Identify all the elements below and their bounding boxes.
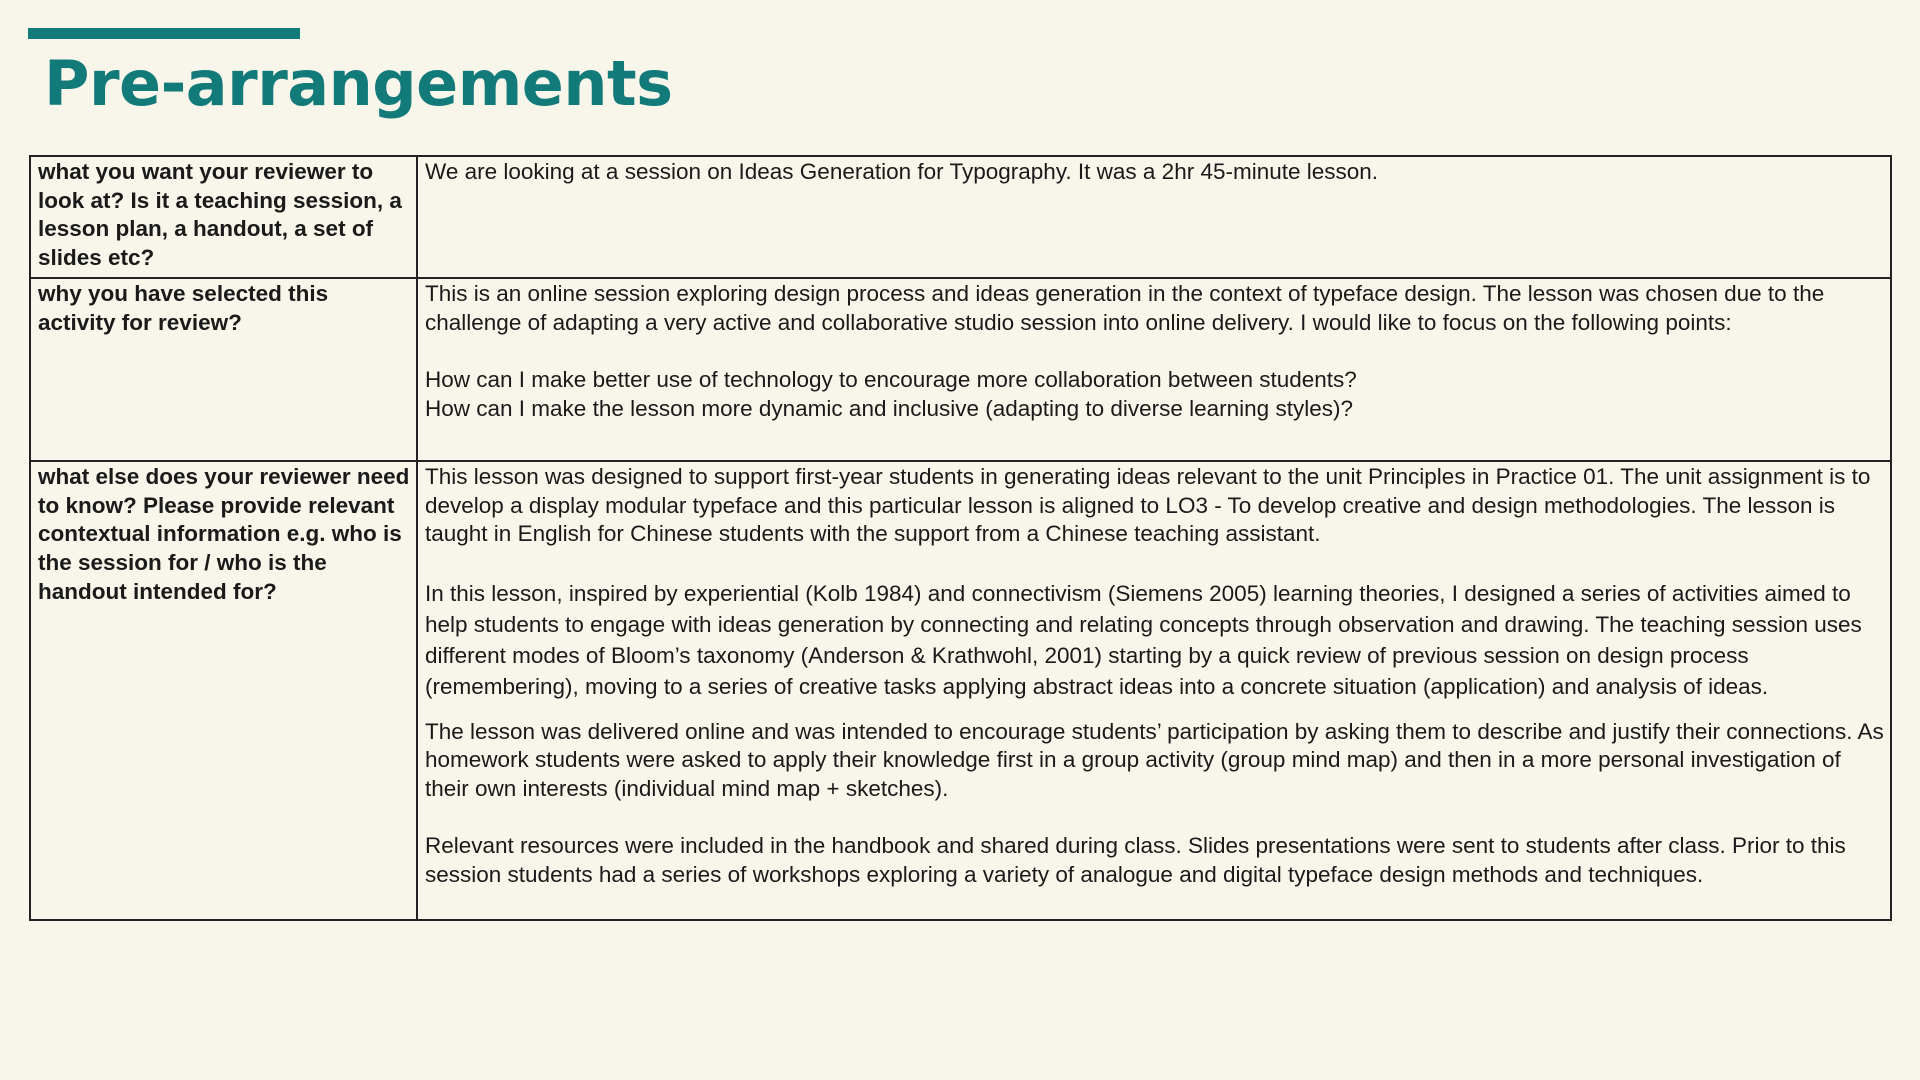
answer-cell bbox=[417, 278, 1891, 461]
answer-cell bbox=[417, 461, 1891, 920]
question-cell bbox=[30, 461, 417, 920]
answer-paragraph: This lesson was designed to support first-year students in generating ideas relevant to the unit Principles in Practice 01. The unit assignment is to develop a display modular typeface and this particular lesson is aligned to LO3 - To develop creative and design methodologies. The lesson is taught in English for Chinese students with the support from a Chinese teaching assistant. bbox=[425, 463, 1871, 547]
pre-arrangements-table bbox=[29, 155, 1892, 921]
question-text: what you want your reviewer to look at? Is it a teaching session, a lesson plan, a handout, a set of slides etc? bbox=[38, 159, 402, 271]
table-row bbox=[30, 278, 1891, 461]
answer-paragraph: How can I make the lesson more dynamic and inclusive (adapting to diverse learning styles)? bbox=[425, 395, 1353, 421]
answer-cell bbox=[417, 156, 1891, 278]
answer-paragraph: In this lesson, inspired by experiential (Kolb 1984) and connectivism (Siemens 2005) learning theories, I designed a series of activities aimed to help students to engage with ideas generation by connecting and relating concepts through observation and drawing. The teaching session uses different modes of Bloom’s taxonomy (Anderson & Krathwohl, 2001) starting by a quick review of previous session on design process (remembering), moving to a series of creative tasks applying abstract ideas into a concrete situation (application) and analysis of ideas. bbox=[425, 580, 1862, 699]
answer-paragraph: We are looking at a session on Ideas Generation for Typography. It was a 2hr 45-minute lesson. bbox=[425, 159, 1379, 184]
answer-paragraph: The lesson was delivered online and was intended to encourage students’ participation by asking them to describe and justify their connections. As homework students were asked to apply their knowledge first in a group activity (group mind map) and then in a more personal investigation of their own interests (individual mind map + sketches). bbox=[425, 718, 1884, 802]
answer-paragraph: How can I make better use of technology to encourage more collaboration between students? bbox=[425, 366, 1357, 392]
answer-paragraph: This is an online session exploring design process and ideas generation in the context of typeface design. The lesson was chosen due to the challenge of adapting a very active and collaborative studio session into online delivery. I would like to focus on the following points: bbox=[425, 280, 1825, 335]
answer-paragraph: Relevant resources were included in the handbook and shared during class. Slides presentations were sent to students after class. Prior to this session students had a series of workshops exploring a variety of analogue and digital typeface design methods and techniques. bbox=[425, 833, 1846, 888]
question-cell bbox=[30, 278, 417, 461]
table-row bbox=[30, 461, 1891, 920]
table-row bbox=[30, 156, 1891, 278]
question-text: what else does your reviewer need to know? Please provide relevant contextual information e.g. who is the session for / who is the handout intended for? bbox=[38, 463, 410, 604]
page-title: Pre-arrangements bbox=[44, 47, 673, 120]
title-accent-bar bbox=[28, 28, 300, 39]
question-text: why you have selected this activity for review? bbox=[38, 280, 329, 335]
question-cell bbox=[30, 156, 417, 278]
